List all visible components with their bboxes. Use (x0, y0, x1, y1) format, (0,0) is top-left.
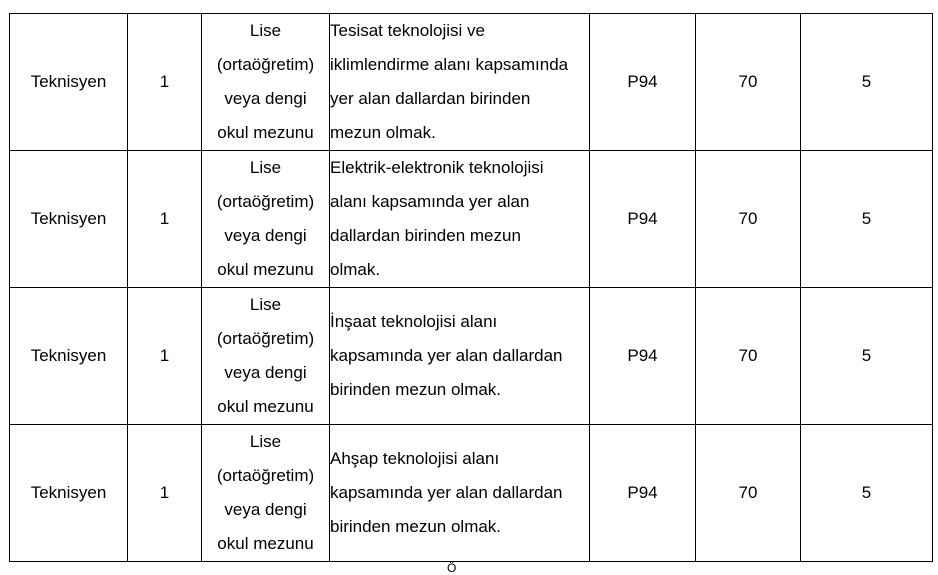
position-title-cell: Teknisyen (10, 151, 128, 288)
qualification-line: alanı kapsamında yer alan (330, 192, 530, 211)
qualification-line: birinden mezun olmak. (330, 517, 502, 536)
education-line: (ortaöğretim) (216, 192, 315, 211)
position-count-cell: 1 (128, 288, 202, 425)
education-line: Lise (249, 21, 282, 40)
education-level-cell (202, 151, 330, 288)
qualification-line: dallardan birinden mezun (330, 226, 521, 245)
qualification-line: kapsamında yer alan dallardan (330, 483, 563, 502)
table-row (10, 425, 933, 562)
qualification-line: Ahşap teknolojisi alanı (330, 449, 500, 468)
education-line: veya dengi (224, 363, 307, 382)
education-level-cell (202, 425, 330, 562)
qualification-line: iklimlendirme alanı kapsamında (330, 55, 569, 74)
position-title-cell: Teknisyen (10, 288, 128, 425)
kpss-code-cell: P94 (590, 14, 696, 151)
qualification-line: İnşaat teknolojisi alanı (330, 312, 498, 331)
position-title-cell: Teknisyen (10, 425, 128, 562)
position-count-cell: 1 (128, 14, 202, 151)
page-footer-fragment: Ö (447, 561, 457, 575)
qualification-line: kapsamında yer alan dallardan (330, 346, 563, 365)
education-line: (ortaöğretim) (216, 466, 315, 485)
education-line: (ortaöğretim) (216, 55, 315, 74)
education-line: okul mezunu (217, 397, 314, 416)
education-line: veya dengi (224, 89, 307, 108)
qualification-cell (330, 151, 590, 288)
qualification-line: yer alan dallardan birinden (330, 89, 531, 108)
position-count-cell: 1 (128, 151, 202, 288)
education-line: okul mezunu (217, 534, 314, 553)
position-title-cell: Teknisyen (10, 14, 128, 151)
kpss-code-cell: P94 (590, 151, 696, 288)
quota-cell: 5 (801, 425, 933, 562)
table-body (10, 14, 933, 562)
qualification-line: Tesisat teknolojisi ve (330, 21, 485, 40)
qualification-line: mezun olmak. (330, 123, 436, 142)
minimum-score-cell: 70 (696, 288, 801, 425)
education-line: veya dengi (224, 226, 307, 245)
kpss-code-cell: P94 (590, 288, 696, 425)
table-row (10, 151, 933, 288)
minimum-score-cell: 70 (696, 14, 801, 151)
minimum-score-cell: 70 (696, 151, 801, 288)
table-row (10, 288, 933, 425)
qualification-cell (330, 14, 590, 151)
qualification-line: olmak. (330, 260, 381, 279)
positions-table (9, 13, 933, 562)
education-line: okul mezunu (217, 123, 314, 142)
education-level-cell (202, 288, 330, 425)
education-line: Lise (249, 432, 282, 451)
position-count-cell: 1 (128, 425, 202, 562)
education-line: Lise (249, 295, 282, 314)
education-line: Lise (249, 158, 282, 177)
education-level-cell (202, 14, 330, 151)
quota-cell: 5 (801, 288, 933, 425)
qualification-line: birinden mezun olmak. (330, 380, 502, 399)
education-line: veya dengi (224, 500, 307, 519)
education-line: okul mezunu (217, 260, 314, 279)
table-row (10, 14, 933, 151)
qualification-cell (330, 425, 590, 562)
qualification-cell (330, 288, 590, 425)
minimum-score-cell: 70 (696, 425, 801, 562)
qualification-line: Elektrik-elektronik teknolojisi (330, 158, 544, 177)
quota-cell: 5 (801, 14, 933, 151)
kpss-code-cell: P94 (590, 425, 696, 562)
quota-cell: 5 (801, 151, 933, 288)
education-line: (ortaöğretim) (216, 329, 315, 348)
